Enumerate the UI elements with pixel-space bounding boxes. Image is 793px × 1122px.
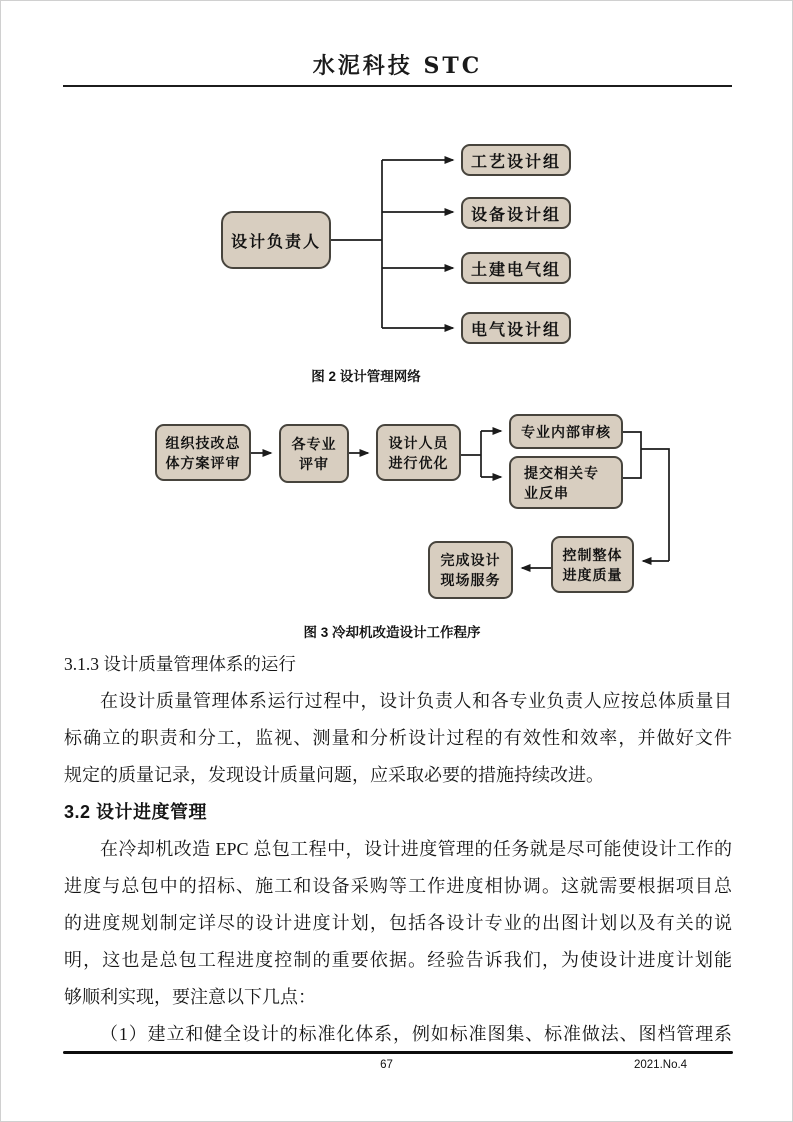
flow-box-equipment-design-group — [461, 197, 571, 229]
paragraph-line: 的进度规划制定详尽的设计进度计划，包括各设计专业的出图计划以及有关的说 — [64, 913, 732, 933]
footer-rule — [63, 1051, 733, 1054]
flow-box-label: 设计负责人 — [230, 233, 321, 251]
flow-box-line: 控制整体 — [562, 546, 623, 563]
flow-box-process-design-group — [461, 144, 571, 176]
flow-box-line: 业反串 — [524, 484, 569, 501]
paragraph-line: 进度与总包中的招标、施工和设备采购等工作进度相协调。这就需要根据项目总 — [64, 876, 732, 896]
paragraph-line: 够顺利实现，要注意以下几点： — [64, 987, 316, 1007]
journal-title: 水泥科技 STC — [312, 53, 483, 79]
body-text-column — [64, 646, 732, 1053]
paragraph-line: 标确立的职责和分工，监视、测量和分析设计过程的有效性和效率，并做好文件 — [64, 728, 732, 748]
flow-box-line: 体方案评审 — [165, 454, 241, 471]
flow-box-line: 组织技改总 — [165, 434, 241, 451]
flow-box-internal-audit — [509, 414, 623, 449]
flow-box-label: 工艺设计组 — [470, 153, 561, 171]
flow-box-line: 进度质量 — [562, 566, 623, 583]
figure2-caption: 图 2 设计管理网络 — [311, 369, 421, 384]
flow-box-label: 电气设计组 — [470, 321, 561, 339]
flow-box-line: 专业内部审核 — [521, 423, 611, 440]
flow-box-overall-scheme-review — [155, 424, 251, 481]
figure3-caption: 图 3 冷却机改造设计工作程序 — [303, 625, 481, 640]
flow-box-submit-cross-check — [509, 456, 623, 509]
figure2-connectors — [331, 160, 453, 328]
paragraph-line: 规定的质量记录，发现设计质量问题，应采取必要的措施持续改进。 — [64, 765, 604, 785]
paragraph-line: （1）建立和健全设计的标准化体系，例如标准图集、标准做法、图档管理系 — [100, 1024, 732, 1044]
flow-box-label: 土建电气组 — [470, 261, 561, 279]
flow-box-designer-optimization — [376, 424, 461, 481]
flow-box-civil-electrical-group — [461, 252, 571, 284]
flow-box-line: 完成设计 — [440, 552, 501, 568]
flow-box-line: 提交相关专 — [524, 464, 599, 481]
section-heading-313: 3.1.3 设计质量管理体系的运行 — [64, 654, 296, 674]
flow-box-line: 各专业 — [291, 435, 337, 452]
flow-box-design-leader — [221, 211, 331, 269]
flow-box-control-progress-quality — [551, 536, 634, 593]
flow-box-line: 现场服务 — [440, 572, 501, 588]
section-heading-32: 3.2 设计进度管理 — [64, 802, 208, 822]
flow-box-electrical-design-group — [461, 312, 571, 344]
flow-box-line: 进行优化 — [388, 454, 449, 471]
paragraph-line: 明，这也是总包工程进度控制的重要依据。经验告诉我们，为使设计进度计划能 — [64, 950, 732, 970]
flow-box-finish-site-service — [428, 541, 513, 599]
paragraph-line: 在设计质量管理体系运行过程中，设计负责人和各专业负责人应按总体质量目 — [100, 691, 732, 711]
flow-box-label: 设备设计组 — [470, 206, 561, 224]
page-number: 67 — [380, 1059, 393, 1071]
flow-box-line: 设计人员 — [388, 434, 449, 451]
paragraph-line: 在冷却机改造 EPC 总包工程中，设计进度管理的任务就是尽可能使设计工作的 — [100, 839, 732, 859]
flow-box-discipline-review — [279, 424, 349, 483]
issue-number: 2021.No.4 — [634, 1059, 688, 1071]
flow-box-line: 评审 — [299, 455, 329, 472]
